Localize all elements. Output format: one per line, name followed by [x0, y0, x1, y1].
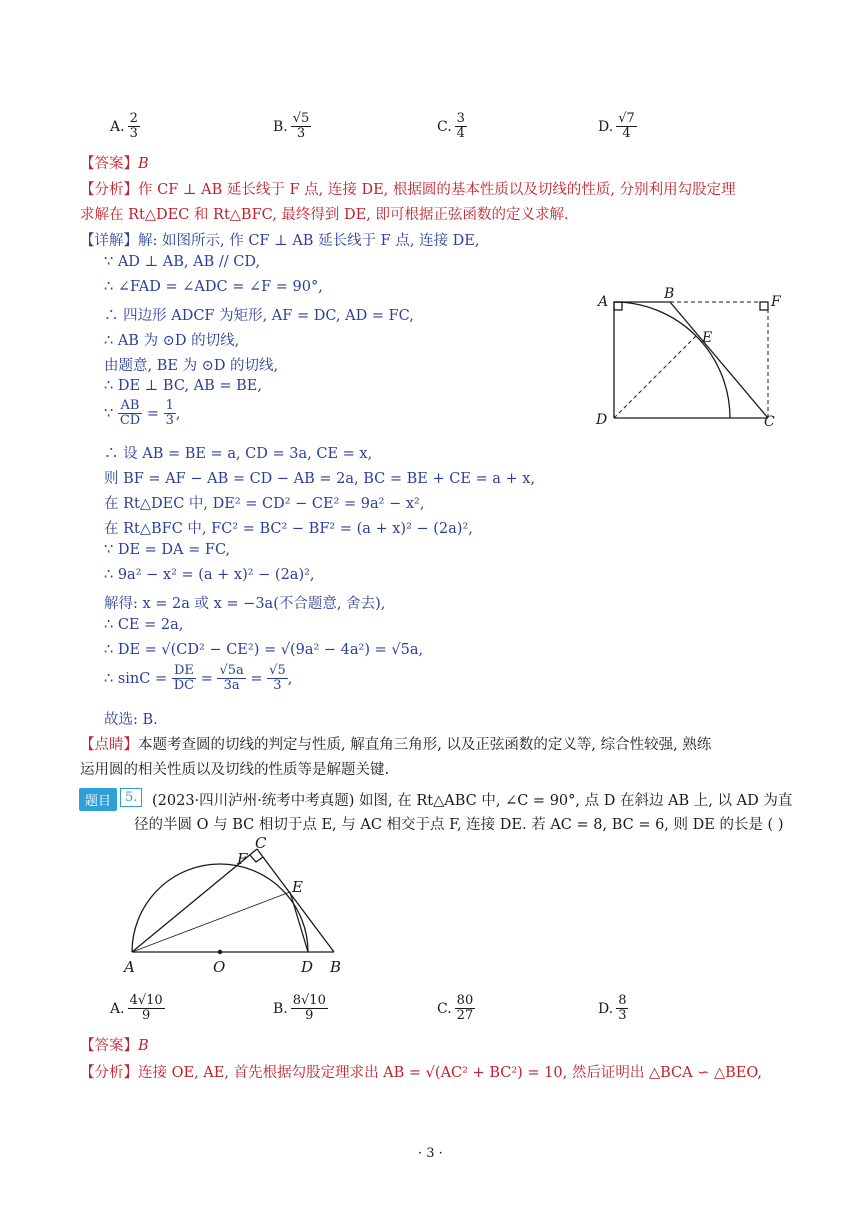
q4-option-a: A. $\frac{2}{3}$ — [110, 111, 138, 142]
fig1-label-b: B — [664, 286, 675, 302]
q4-detail-line5: 由题意, BE 为 ⊙D 的切线, — [104, 358, 279, 374]
fig2-label-o: O — [213, 958, 226, 976]
q4-detail-b6: 解得: x = 2a 或 x = −3a(不合题意, 舍去), — [104, 596, 386, 612]
fig1-right-angle-a — [614, 302, 622, 310]
fig2-semicircle — [132, 864, 308, 952]
fig1-label-d: D — [596, 412, 608, 428]
q5-option-d: D. $\frac{8}{3}$ — [598, 993, 627, 1024]
q4-comment-line1: 【点睛】本题考查圆的切线的判定与性质, 解直角三角形, 以及正弦函数的定义等, 综合性较强, 熟练 — [80, 737, 712, 753]
q4-detail-line3: ∴ 四边形 ADCF 为矩形, AF = DC, AD = FC, — [104, 308, 414, 324]
q5-option-a: A. $\frac{4√10}{9}$ — [110, 993, 163, 1024]
q4-detail-b1: 则 BF = AF − AB = CD − AB = 2a, BC = BE + CE = a + x, — [104, 471, 536, 487]
q4-detail-line0: 【详解】解: 如图所示, 作 CF ⊥ AB 延长线于 F 点, 连接 DE, — [80, 233, 480, 249]
q4-detail-line2: ∴ ∠FAD = ∠ADC = ∠F = 90°, — [104, 279, 323, 295]
q5-analysis: 【分析】连接 OE, AE, 首先根据勾股定理求出 AB = √(AC² + BC²) = 10, 然后证明出 △BCA ∽ △BEO, — [80, 1065, 763, 1081]
q4-sin: ∴ sinC = $\frac{DE}{DC}$ = $\frac{√5a}{3a}$ = $\frac{√5}{3}$ , — [104, 663, 293, 694]
q4-ratio: ∵ $\frac{AB}{CD}$ = $\frac{1}{3}$ , — [104, 398, 181, 429]
fig2-label-a: A — [124, 958, 135, 976]
fig1-dashed-de — [614, 335, 697, 418]
fig1-line-bc — [670, 302, 768, 418]
fig2-center-o — [218, 950, 222, 954]
fig2-label-b: B — [330, 958, 342, 976]
fig2-label-e: E — [292, 878, 303, 896]
q4-detail-line6: ∴ DE ⊥ BC, AB = BE, — [104, 378, 262, 394]
q5-badge: 题目 — [79, 788, 117, 811]
q4-detail-b7: ∴ CE = 2a, — [104, 617, 184, 633]
fig1-label-f: F — [771, 294, 781, 310]
fig2-line-ae — [132, 892, 290, 952]
q4-detail-b5: ∴ 9a² − x² = (a + x)² − (2a)², — [104, 567, 315, 583]
fig2-label-c: C — [255, 834, 267, 852]
fig1-label-e: E — [702, 330, 713, 346]
q4-choose: 故选: B. — [104, 712, 158, 728]
q5-text-line2: 径的半圆 O 与 BC 相切于点 E, 与 AC 相交于点 F, 连接 DE. 若 AC = 8, BC = 6, 则 DE 的长是 ( ) — [134, 817, 784, 833]
fig1-label-c: C — [764, 414, 775, 430]
fig1-right-angle-f — [760, 302, 768, 310]
q4-option-d: D. $\frac{√7}{4}$ — [598, 111, 635, 142]
q4-analysis-line2: 求解在 Rt△DEC 和 Rt△BFC, 最终得到 DE, 即可根据正弦函数的定义求解. — [80, 207, 569, 223]
q4-analysis-line1: 【分析】作 CF ⊥ AB 延长线于 F 点, 连接 DE, 根据圆的基本性质以及切线的性质, 分别利用勾股定理 — [80, 182, 736, 198]
q4-answer: 【答案】B — [80, 156, 149, 172]
page-number: · 3 · — [418, 1146, 443, 1161]
figure-semicircle-triangle — [110, 832, 360, 982]
q5-option-c: C. $\frac{80}{27}$ — [437, 993, 474, 1024]
q4-option-b: B. $\frac{√5}{3}$ — [273, 111, 310, 142]
q4-detail-b2: 在 Rt△DEC 中, DE² = CD² − CE² = 9a² − x², — [104, 496, 425, 512]
q4-option-c: C. $\frac{3}{4}$ — [437, 111, 465, 142]
q5-number: 5. — [120, 788, 142, 807]
q4-detail-b0: ∴ 设 AB = BE = a, CD = 3a, CE = x, — [104, 446, 373, 462]
fig2-label-d: D — [301, 958, 314, 976]
q4-detail-line4: ∴ AB 为 ⊙D 的切线, — [104, 333, 240, 349]
q4-detail-b4: ∵ DE = DA = FC, — [104, 542, 231, 558]
q5-option-b: B. $\frac{8√10}{9}$ — [273, 993, 326, 1024]
q4-comment-line2: 运用圆的相关性质以及切线的性质等是解题关键. — [80, 762, 390, 778]
q5-answer: 【答案】B — [80, 1038, 149, 1054]
fig2-label-f: F — [237, 850, 248, 868]
fig2-right-angle-c — [250, 855, 263, 862]
q5-text-line1: (2023·四川泸州·统考中考真题) 如图, 在 Rt△ABC 中, ∠C = 90°, 点 D 在斜边 AB 上, 以 AD 为直 — [152, 793, 793, 809]
q4-detail-b8: ∴ DE = √(CD² − CE²) = √(9a² − 4a²) = √5a, — [104, 642, 424, 658]
fig1-label-a: A — [598, 294, 609, 310]
q4-detail-b3: 在 Rt△BFC 中, FC² = BC² − BF² = (a + x)² − (2a)², — [104, 521, 473, 537]
fig2-line-de — [290, 892, 308, 952]
q4-detail-line1: ∵ AD ⊥ AB, AB // CD, — [104, 254, 261, 270]
figure-rectangle-quarter-circle — [590, 280, 790, 430]
